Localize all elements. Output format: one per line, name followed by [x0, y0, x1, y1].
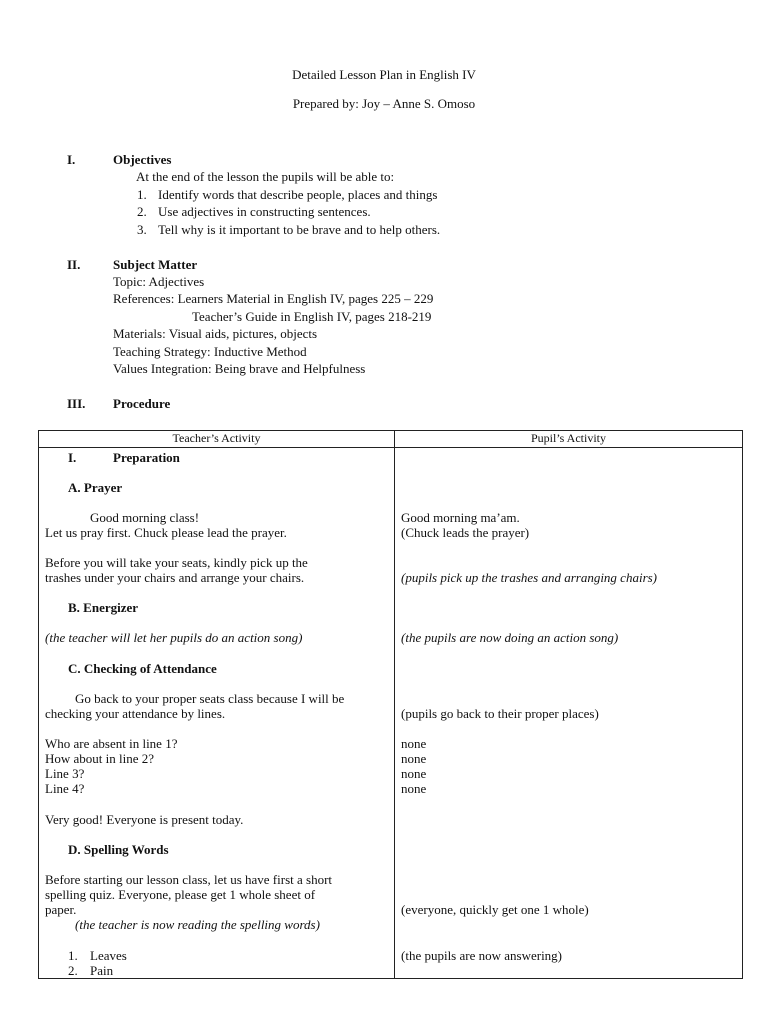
attendance-heading: C. Checking of Attendance — [68, 661, 217, 676]
objective-number: 2. — [137, 204, 147, 219]
subject-guide: Teacher’s Guide in English IV, pages 218-219 — [192, 309, 432, 324]
objective-number: 3. — [137, 222, 147, 237]
spelling-word: Leaves — [90, 948, 127, 963]
teacher-line: Line 4? — [45, 781, 85, 796]
preparation-heading: Preparation — [113, 450, 180, 465]
preparation-numeral: I. — [68, 450, 77, 465]
spelling-word: Pain — [90, 963, 114, 978]
subject-references: References: Learners Material in English IV, pages 225 – 229 — [113, 291, 434, 306]
pupil-line: (Chuck leads the prayer) — [401, 525, 530, 540]
pupil-activity-cell — [395, 448, 743, 979]
table-body-row — [39, 448, 743, 979]
teacher-line: Let us pray first. Chuck please lead the prayer. — [45, 525, 287, 540]
subject-strategy: Teaching Strategy: Inductive Method — [113, 344, 307, 359]
energizer-heading: B. Energizer — [68, 600, 139, 615]
activity-table — [38, 430, 743, 979]
teacher-line: checking your attendance by lines. — [45, 706, 226, 721]
subject-topic: Topic: Adjectives — [113, 274, 205, 289]
objective-text: Identify words that describe people, places and things — [158, 187, 438, 202]
word-number: 2. — [68, 963, 78, 978]
procedure-numeral: III. — [67, 396, 86, 411]
prepared-by: Prepared by: Joy – Anne S. Omoso — [292, 96, 476, 111]
teacher-activity-header: Teacher’s Activity — [39, 431, 395, 448]
pupil-line: none — [401, 766, 427, 781]
objectives-heading: Objectives — [113, 152, 172, 167]
pupil-line: (everyone, quickly get one 1 whole) — [401, 902, 589, 917]
objectives-numeral: I. — [67, 152, 76, 167]
objectives-intro: At the end of the lesson the pupils will be able to: — [136, 169, 395, 184]
teacher-line: Before you will take your seats, kindly pick up the — [45, 555, 308, 570]
teacher-line: Very good! Everyone is present today. — [45, 812, 244, 827]
prayer-heading: A. Prayer — [68, 480, 123, 495]
procedure-heading: Procedure — [113, 396, 171, 411]
pupil-line: (pupils go back to their proper places) — [401, 706, 599, 721]
teacher-activity-cell — [39, 448, 395, 979]
teacher-line: How about in line 2? — [45, 751, 155, 766]
teacher-line: paper. — [45, 902, 77, 917]
subject-numeral: II. — [67, 257, 81, 272]
pupil-line: (the pupils are now doing an action song) — [401, 630, 619, 645]
teacher-line: trashes under your chairs and arrange your chairs. — [45, 570, 305, 585]
objective-number: 1. — [137, 187, 147, 202]
subject-values: Values Integration: Being brave and Helpfulness — [113, 361, 366, 376]
subject-heading: Subject Matter — [113, 257, 198, 272]
teacher-line: Before starting our lesson class, let us have first a short — [45, 872, 333, 887]
spelling-heading: D. Spelling Words — [68, 842, 169, 857]
pupil-activity-header: Pupil’s Activity — [395, 431, 743, 448]
teacher-line: (the teacher will let her pupils do an action song) — [45, 630, 303, 645]
document-title: Detailed Lesson Plan in English IV — [292, 67, 476, 82]
teacher-line: (the teacher is now reading the spelling words) — [75, 917, 320, 932]
pupil-line: (the pupils are now answering) — [401, 948, 563, 963]
pupil-line: none — [401, 781, 427, 796]
teacher-line: Who are absent in line 1? — [45, 736, 178, 751]
word-number: 1. — [68, 948, 78, 963]
teacher-line: Good morning class! — [90, 510, 200, 525]
pupil-line: Good morning ma’am. — [401, 510, 520, 525]
subject-materials: Materials: Visual aids, pictures, objects — [113, 326, 318, 341]
pupil-line: none — [401, 736, 427, 751]
objective-text: Use adjectives in constructing sentences. — [158, 204, 371, 219]
pupil-line: none — [401, 751, 427, 766]
table-header-row — [39, 431, 743, 448]
teacher-line: Go back to your proper seats class because I will be — [75, 691, 345, 706]
teacher-line: spelling quiz. Everyone, please get 1 whole sheet of — [45, 887, 316, 902]
objective-text: Tell why is it important to be brave and to help others. — [158, 222, 441, 237]
teacher-line: Line 3? — [45, 766, 85, 781]
pupil-line: (pupils pick up the trashes and arranging chairs) — [401, 570, 658, 585]
